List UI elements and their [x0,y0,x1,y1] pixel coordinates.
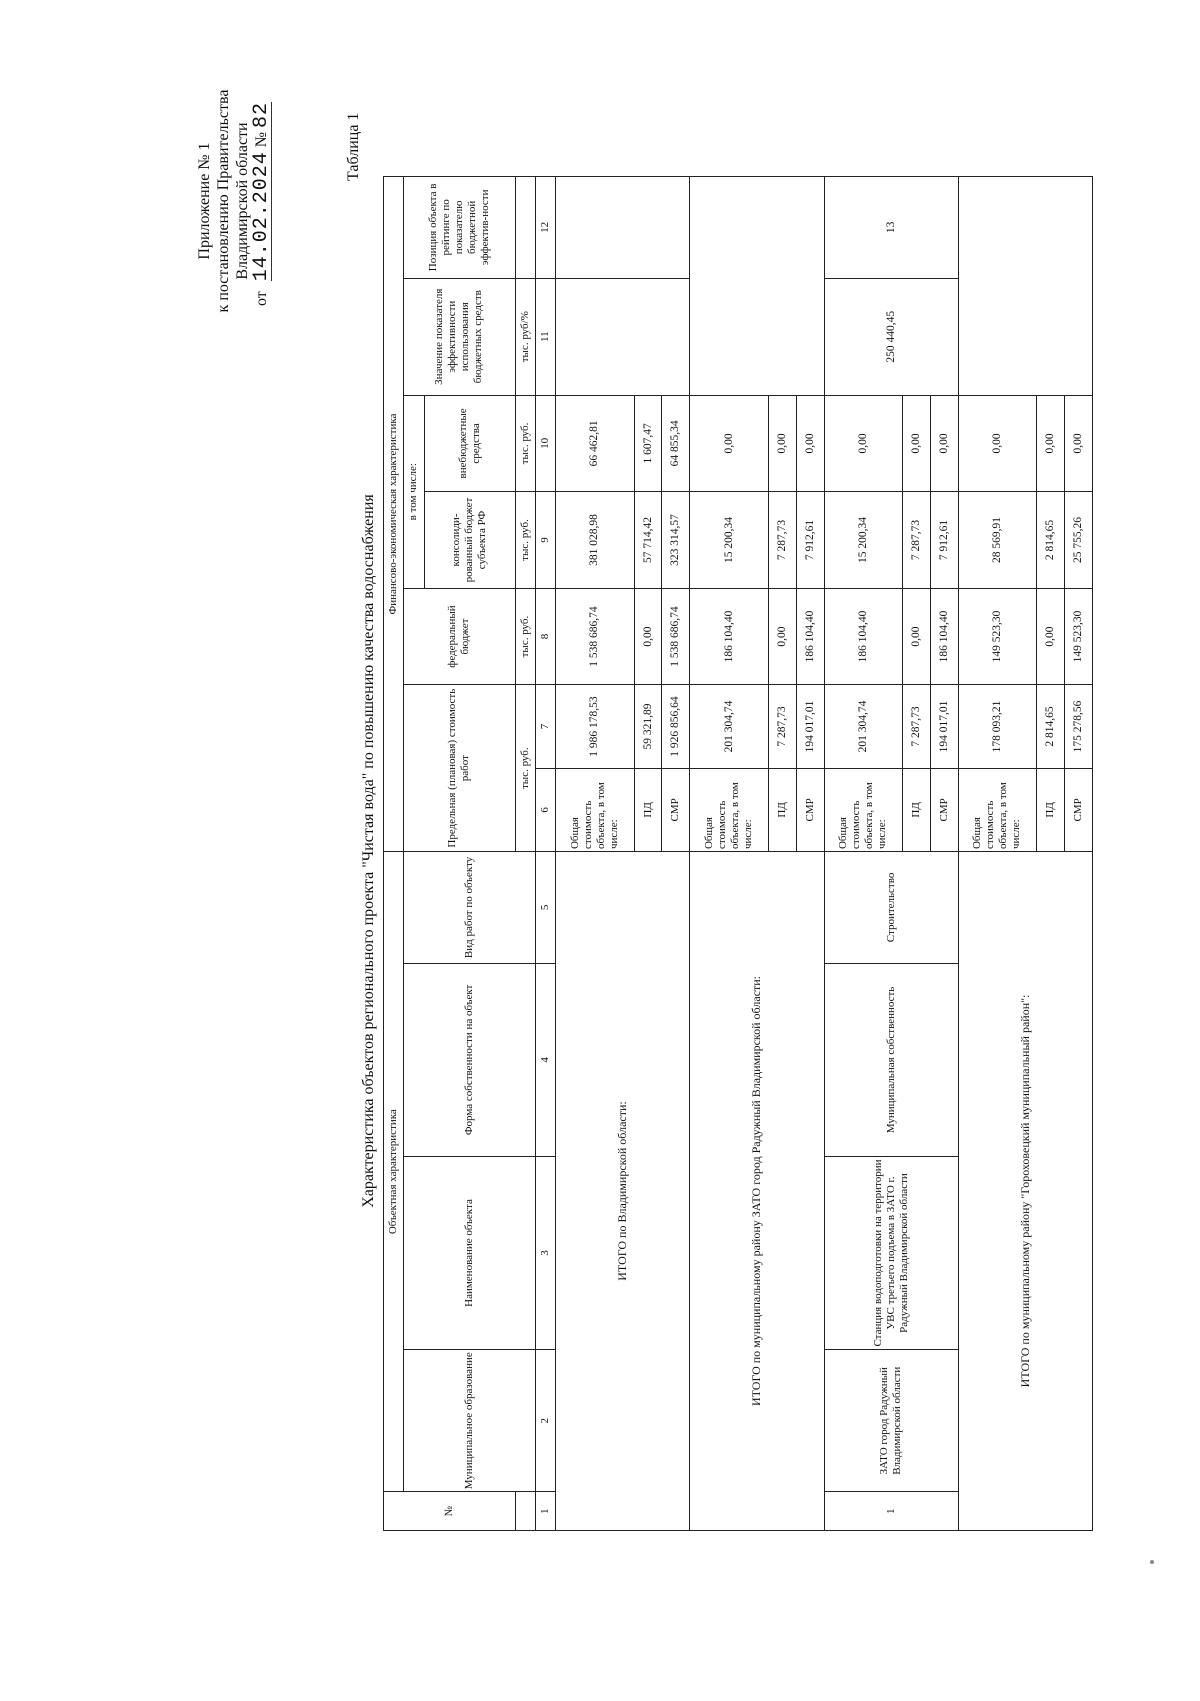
pd-label: ПД [634,768,662,851]
cons-cell: 15 200,34 [824,492,902,589]
date-underline [252,102,272,281]
header-row-1 [384,177,404,1531]
extra-cell: 0,00 [1037,395,1065,492]
fed-cell: 0,00 [768,588,796,685]
total-gorokhovets-label: ИТОГО по муниципальному району "Гороховецкий муниципальный район": [958,852,1092,1531]
empty-cell [958,177,1092,396]
unit-fed: тыс. руб. [515,588,535,685]
object-ownership: Муниципальная собственность [824,963,958,1156]
extra-cell: 64 855,34 [662,395,690,492]
fed-cell: 149 523,30 [958,588,1036,685]
fed-cell: 186 104,40 [690,588,768,685]
total-label: Общая стоимость объекта, в том числе: [556,768,634,851]
fed-cell: 1 538 686,74 [662,588,690,685]
col-num: 6 [535,768,555,851]
column-number-row [535,177,555,1531]
fed-cell: 149 523,30 [1065,588,1093,685]
col-num: 1 [535,1492,555,1531]
cost-cell: 194 017,01 [796,685,824,768]
unit-eff: тыс. руб/% [515,278,535,395]
total-label: Общая стоимость объекта, в том числе: [824,768,902,851]
table-row [824,177,902,1531]
th-max-cost: Предельная (плановая) стоимость работ [404,685,515,852]
th-object-char: Объектная характеристика [384,852,404,1492]
scan-speck [1150,1560,1154,1564]
th-municipality: Муниципальное образование [404,1350,536,1492]
appendix-line-2: к постановлению Правительства [215,89,232,313]
unit-cost: тыс. руб. [515,685,535,852]
document-title: Характеристика объектов регионального проекта "Чистая вода" по повышению качества водоснабжения [360,494,377,1208]
efficiency-value: 250 440,45 [824,278,958,395]
cons-cell: 2 814,65 [1037,492,1065,589]
pd-label: ПД [768,768,796,851]
extra-cell: 66 462,81 [556,395,634,492]
cost-cell: 178 093,21 [958,685,1036,768]
extra-cell: 0,00 [824,395,902,492]
total-label: Общая стоимость объекта, в том числе: [690,768,768,851]
th-no: № [384,1492,516,1531]
th-extra: внебюджетные средства [424,395,515,492]
col-num: 9 [535,492,555,589]
pd-label: ПД [902,768,930,851]
unit-empty [515,1492,535,1531]
extra-cell: 0,00 [768,395,796,492]
th-rank: Позиция объекта в рейтинге по показателю бюджетной эффектив-ности [404,177,515,279]
fed-cell: 186 104,40 [824,588,902,685]
cost-cell: 7 287,73 [902,685,930,768]
col-num: 4 [535,963,555,1156]
cons-cell: 57 714,42 [634,492,662,589]
cost-cell: 2 814,65 [1037,685,1065,768]
object-name: Станция водоподготовки на территории УВС третьего подъема в ЗАТО г. Радужный Владимирской области [824,1156,958,1349]
date-prefix: от [253,291,270,307]
fed-cell: 1 538 686,74 [556,588,634,685]
objects-table [383,176,1093,1531]
appendix-line-3: Владимирской области [234,122,251,280]
col-num: 7 [535,685,555,768]
fed-cell: 0,00 [902,588,930,685]
cost-cell: 7 287,73 [768,685,796,768]
smr-label: СМР [1065,768,1093,851]
cost-cell: 59 321,89 [634,685,662,768]
cons-cell: 323 314,57 [662,492,690,589]
empty-cell [690,177,824,396]
th-efficiency: Значение показателя эффективности использования бюджетных средств [404,278,515,395]
smr-label: СМР [662,768,690,851]
smr-label: СМР [796,768,824,851]
th-object-name: Наименование объекта [404,1156,536,1349]
col-num: 3 [535,1156,555,1349]
unit-cons: тыс. руб. [515,492,535,589]
extra-cell: 0,00 [796,395,824,492]
table-row [556,177,634,1531]
cost-cell: 1 986 178,53 [556,685,634,768]
number-prefix: № [253,131,270,148]
approval-block [195,81,272,321]
pd-label: ПД [1037,768,1065,851]
table-row [690,177,768,1531]
col-num: 8 [535,588,555,685]
unit-extra: тыс. руб. [515,395,535,492]
cons-cell: 7 912,61 [930,492,958,589]
object-no: 1 [824,1492,958,1531]
extra-cell: 0,00 [1065,395,1093,492]
th-ownership: Форма собственности на объект [404,963,536,1156]
extra-cell: 0,00 [930,395,958,492]
cost-cell: 194 017,01 [930,685,958,768]
cons-cell: 28 569,91 [958,492,1036,589]
th-federal: федеральный бюджет [404,588,515,685]
col-num: 11 [535,278,555,395]
th-fin-char: Финансово-экономическая характеристика [384,177,404,852]
cost-cell: 201 304,74 [824,685,902,768]
extra-cell: 0,00 [690,395,768,492]
rank-cell [556,177,690,279]
appendix-date-line [252,81,272,321]
cost-cell: 201 304,74 [690,685,768,768]
cost-cell: 1 926 856,64 [662,685,690,768]
th-in-that-number: в том числе: [404,395,424,588]
object-work-type: Строительство [824,852,958,964]
fed-cell: 186 104,40 [930,588,958,685]
header-row-2 [404,177,424,1531]
col-num: 12 [535,177,555,279]
appendix-line-1: Приложение № 1 [196,142,213,260]
object-municipality: ЗАТО город Радужный Владимирской области [824,1350,958,1492]
appendix-date: 14.02.2024 [250,151,273,282]
cons-cell: 7 287,73 [768,492,796,589]
th-work-type: Вид работ по объекту [404,852,536,964]
smr-label: СМР [930,768,958,851]
rank-value: 13 [824,177,958,279]
cons-cell: 25 755,26 [1065,492,1093,589]
col-num: 10 [535,395,555,492]
cost-cell: 175 278,56 [1065,685,1093,768]
fed-cell: 0,00 [634,588,662,685]
extra-cell: 0,00 [902,395,930,492]
appendix-number: 82 [250,101,273,128]
col-num: 2 [535,1350,555,1492]
col-num: 5 [535,852,555,964]
extra-cell: 1 607,47 [634,395,662,492]
cons-cell: 7 912,61 [796,492,824,589]
total-raduzhny-label: ИТОГО по муниципальному району ЗАТО город Радужный Владимирской области: [690,852,824,1531]
total-region-label: ИТОГО по Владимирской области: [556,852,690,1531]
eff-cell [556,278,690,395]
fed-cell: 0,00 [1037,588,1065,685]
table-number: Таблица 1 [345,112,362,181]
cons-cell: 7 287,73 [902,492,930,589]
cons-cell: 381 028,98 [556,492,634,589]
th-consolidated: консолиди-рованный бюджет субъекта РФ [424,492,515,589]
fed-cell: 186 104,40 [796,588,824,685]
extra-cell: 0,00 [958,395,1036,492]
unit-rank [515,177,535,279]
table-row [958,177,1036,1531]
total-label: Общая стоимость объекта, в том числе: [958,768,1036,851]
cons-cell: 15 200,34 [690,492,768,589]
